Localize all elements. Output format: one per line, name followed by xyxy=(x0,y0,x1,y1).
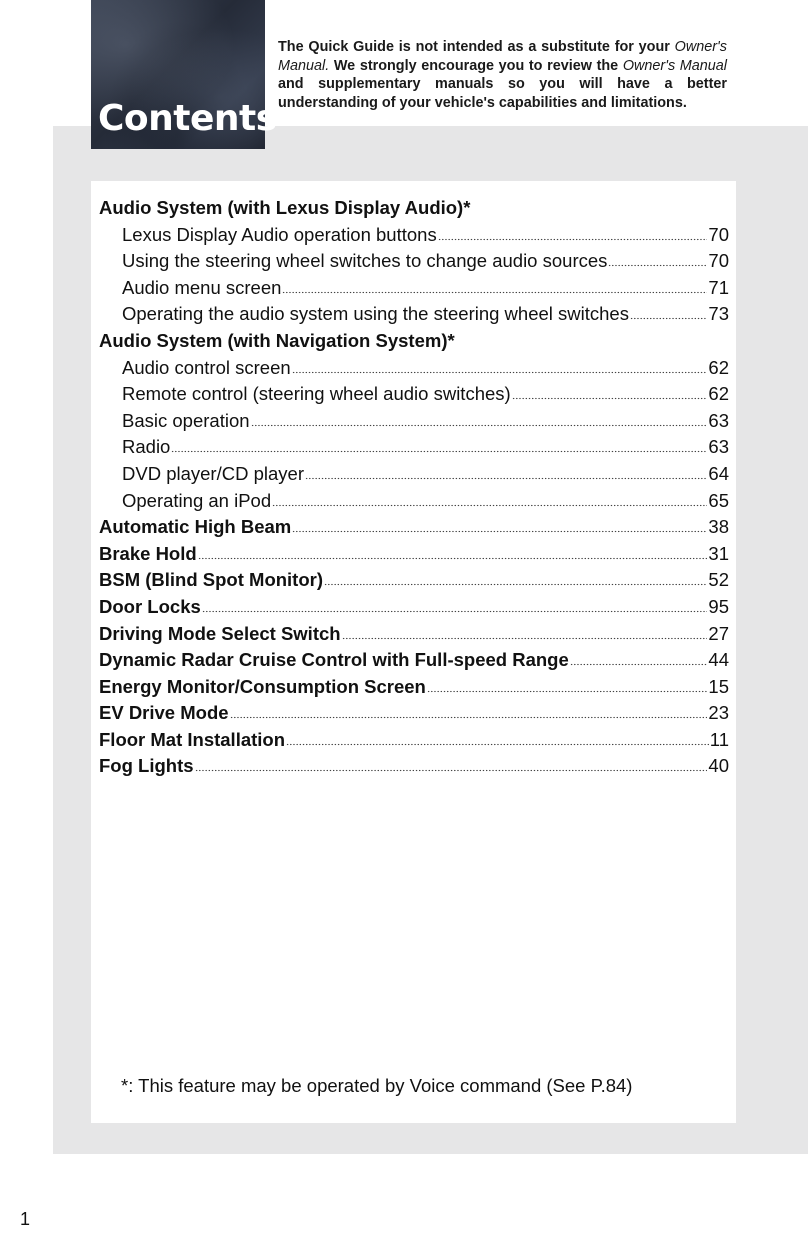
intro-paragraph xyxy=(278,38,727,112)
toc-entry-page-number: 70 xyxy=(708,223,729,245)
toc-entry-label: Audio System (with Lexus Display Audio)* xyxy=(99,197,471,218)
toc-entry-page-number: 95 xyxy=(708,595,729,617)
footnote: *: This feature may be operated by Voice command (See P.84) xyxy=(121,1075,633,1096)
toc-entry-label: Door Locks xyxy=(99,595,201,617)
toc-entry-label: Operating the audio system using the steering wheel switches xyxy=(122,303,629,325)
toc-entry-page-number: 64 xyxy=(708,462,729,484)
title-banner xyxy=(91,0,277,149)
toc-entry-page-number: 27 xyxy=(708,622,729,644)
toc-heading-entry[interactable] xyxy=(99,621,729,648)
toc-heading-entry[interactable] xyxy=(99,328,729,355)
page-title: Contents xyxy=(98,98,277,139)
toc-entry-label: Basic operation xyxy=(122,409,250,431)
toc-entry-label: Dynamic Radar Cruise Control with Full-speed Range xyxy=(99,649,569,671)
toc-entry-page-number: 63 xyxy=(708,436,729,458)
dot-leader xyxy=(230,714,708,719)
intro-manual-ref-2: Owner's Manual xyxy=(622,57,727,74)
toc-sub-entry[interactable] xyxy=(99,408,729,435)
table-of-contents xyxy=(91,181,736,1123)
toc-entry-label: Audio menu screen xyxy=(122,276,282,298)
toc-entry-label: Operating an iPod xyxy=(122,489,272,511)
toc-entry-page-number: 23 xyxy=(708,702,729,724)
toc-entry-page-number: 31 xyxy=(708,542,729,564)
toc-entry-page-number: 62 xyxy=(708,383,729,405)
toc-heading-entry[interactable] xyxy=(99,195,729,222)
toc-entry-label: BSM (Blind Spot Monitor) xyxy=(99,569,324,591)
toc-sub-entry[interactable] xyxy=(99,488,729,515)
toc-sub-entry[interactable] xyxy=(99,434,729,461)
toc-entry-label: Audio control screen xyxy=(122,356,291,378)
toc-sub-entry[interactable] xyxy=(99,222,729,249)
dot-leader xyxy=(427,688,708,693)
dot-leader xyxy=(512,395,708,400)
dot-leader xyxy=(272,502,707,507)
dot-leader xyxy=(286,741,709,746)
toc-entry-label: Brake Hold xyxy=(99,542,197,564)
toc-entry-page-number: 71 xyxy=(708,276,729,298)
toc-heading-entry[interactable] xyxy=(99,674,729,701)
toc-sub-entry[interactable] xyxy=(99,355,729,382)
toc-entry-label: EV Drive Mode xyxy=(99,702,229,724)
toc-entry-label: Driving Mode Select Switch xyxy=(99,622,341,644)
dot-leader xyxy=(195,767,708,772)
dot-leader xyxy=(171,448,707,453)
toc-heading-entry[interactable] xyxy=(99,753,729,780)
toc-entry-page-number: 62 xyxy=(708,356,729,378)
dot-leader xyxy=(630,315,707,320)
intro-text-2: We strongly encourage you to review the xyxy=(329,57,623,74)
toc-sub-entry[interactable] xyxy=(99,381,729,408)
toc-entry-page-number: 15 xyxy=(708,675,729,697)
intro-text-1: The Quick Guide is not intended as a substitute for your xyxy=(278,39,675,55)
dot-leader xyxy=(202,608,708,613)
dot-leader xyxy=(292,369,708,374)
toc-heading-entry[interactable] xyxy=(99,567,729,594)
dot-leader xyxy=(305,475,707,480)
dot-leader xyxy=(324,581,707,586)
toc-sub-entry[interactable] xyxy=(99,275,729,302)
toc-entry-label: Energy Monitor/Consumption Screen xyxy=(99,675,426,697)
toc-heading-entry[interactable] xyxy=(99,647,729,674)
toc-entry-label: Audio System (with Navigation System)* xyxy=(99,329,455,351)
toc-heading-entry[interactable] xyxy=(99,541,729,568)
toc-entry-label: Using the steering wheel switches to change audio sources xyxy=(122,250,608,272)
toc-entry-page-number: 65 xyxy=(708,489,729,511)
toc-entry-label: Fog Lights xyxy=(99,755,194,777)
toc-entry-page-number: 44 xyxy=(708,649,729,671)
toc-entry-page-number: 11 xyxy=(709,728,729,750)
dot-leader xyxy=(438,236,708,241)
toc-entry-page-number: 70 xyxy=(708,250,729,272)
toc-entry-page-number: 38 xyxy=(708,516,729,538)
toc-heading-entry[interactable] xyxy=(99,700,729,727)
toc-entry-label: Lexus Display Audio operation buttons xyxy=(122,223,437,245)
dot-leader xyxy=(282,289,707,294)
toc-entry-page-number: 73 xyxy=(708,303,729,325)
dot-leader xyxy=(608,262,707,267)
intro-text-3: and supplementary manuals so you will have a better understanding of your vehicle's capabilities and limitations. xyxy=(278,76,727,111)
toc-entry-label: Automatic High Beam xyxy=(99,516,292,538)
toc-entry-label: DVD player/CD player xyxy=(122,462,304,484)
toc-heading-entry[interactable] xyxy=(99,594,729,621)
toc-entry-page-number: 52 xyxy=(708,569,729,591)
toc-entry-page-number: 63 xyxy=(708,409,729,431)
dot-leader xyxy=(198,555,708,560)
toc-heading-entry[interactable] xyxy=(99,727,729,754)
dot-leader xyxy=(251,422,708,427)
page-number: 1 xyxy=(20,1209,31,1229)
toc-entry-label: Radio xyxy=(122,436,171,458)
dot-leader xyxy=(342,635,708,640)
toc-entry-label: Floor Mat Installation xyxy=(99,728,286,750)
toc-sub-entry[interactable] xyxy=(99,461,729,488)
intro-manual-ref-1: Owner's Manual. xyxy=(278,39,727,74)
toc-sub-entry[interactable] xyxy=(99,301,729,328)
dot-leader xyxy=(292,528,707,533)
toc-sub-entry[interactable] xyxy=(99,248,729,275)
toc-entry-label: Remote control (steering wheel audio switches) xyxy=(122,383,511,405)
toc-list xyxy=(99,195,729,780)
toc-entry-page-number: 40 xyxy=(708,755,729,777)
toc-heading-entry[interactable] xyxy=(99,514,729,541)
dot-leader xyxy=(570,661,708,666)
